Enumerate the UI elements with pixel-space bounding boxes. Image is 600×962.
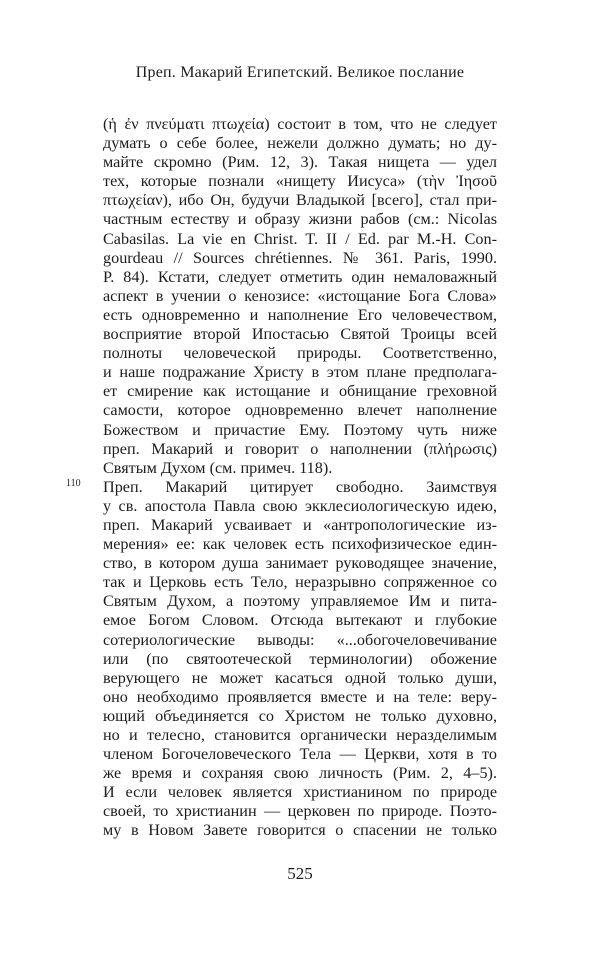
text-line: мерения» ее: как человек есть психофизическое един- (103, 535, 497, 554)
text-line: но и телесно, становится органически неразделимым (103, 726, 497, 744)
text-line: Преп. Макарий цитирует свободно. Заимствуя (103, 477, 497, 496)
text-line: сотериологические выводы: «...обогочеловечивание (103, 630, 497, 649)
text-line: емое Богом Словом. Отсюда вытекают и глубокие (103, 611, 497, 630)
text-line: есть одновременно и наполнение Его человечеством, (103, 305, 497, 324)
text-line: и наше подражание Христу в этом плане предполага- (103, 363, 497, 382)
text-line: ет смирение как истощание и обнищание греховной (103, 382, 497, 401)
text-line: му в Новом Завете говорится о спасении не только (103, 821, 497, 840)
text-line: ющий объединяется со Христом не только духовно, (103, 706, 497, 725)
text-line: аспект в учении о кенозисе: «истощание Бога Слова» (103, 286, 497, 305)
text-line: верующего не может касаться одной только души, (103, 668, 497, 687)
text-line: или (по святоотеческой терминологии) обожение (103, 649, 497, 668)
text-line: (ἡ ἐν πνεύματι πτωχεία) состоит в том, что не следует (103, 115, 497, 133)
text-line: преп. Макарий и говорит о наполнении (πλήρωσις) (103, 439, 497, 458)
text-line: Cabasilas. La vie en Christ. T. II / Ed. par M.-H. Con- (103, 229, 497, 248)
text-line: самости, которое одновременно влечет наполнение (103, 401, 497, 420)
text-line: своей, то христианин — церковен по природе. Поэто- (103, 802, 497, 821)
text-line: ство, в котором душа занимает руководящее значение, (103, 554, 497, 573)
text-line: тех, которые познали «нищету Иисуса» (τὴν Ἰησοῦ (103, 172, 497, 191)
text-line: Святым Духом, а поэтому управляемое Им и пита- (103, 592, 497, 611)
text-line: майте скромно (Рим. 12, 3). Такая нищета — удел (103, 153, 497, 172)
text-line: так и Церковь есть Тело, неразрывно сопряженное со (103, 573, 497, 592)
text-line: членом Богочеловеческого Тела — Церкви, хотя в то (103, 745, 497, 764)
text-line: полноты человеческой природы. Соответственно, (103, 344, 497, 363)
text-line: И если человек является христианином по природе (103, 783, 497, 802)
text-line: Святым Духом (см. примеч. 118). (103, 458, 333, 477)
text-line: думать о себе более, нежели должно думать; но ду- (103, 134, 497, 153)
text-line: у св. апостола Павла свою экклесиологическую идею, (103, 496, 497, 515)
text-line: оно необходимо проявляется вместе и на теле: веру- (103, 687, 497, 706)
text-line: gourdeau // Sources chrétiennes. № 361. Paris, 1990. (103, 248, 497, 267)
running-header: Преп. Макарий Египетский. Великое послание (135, 64, 465, 81)
margin-note-number: 110 (66, 478, 81, 489)
text-line: преп. Макарий усваивает и «антропологические из- (103, 515, 497, 534)
text-line: Божеством и причастие Ему. Поэтому чуть ниже (103, 420, 497, 439)
text-line: πτωχείαν), ибо Он, будучи Владыкой [всего], стал при- (103, 191, 497, 210)
page-number: 525 (287, 864, 313, 883)
text-line: восприятие второй Ипостасью Святой Троицы всей (103, 325, 497, 344)
text-line: частным естеству и образу жизни рабов (см.: Nicolas (103, 210, 497, 229)
text-line: P. 84). Кстати, следует отметить один немаловажный (103, 267, 497, 286)
body-text (103, 115, 497, 841)
text-line: же время и сохраняя свою личность (Рим. 2, 4–5). (103, 764, 497, 783)
